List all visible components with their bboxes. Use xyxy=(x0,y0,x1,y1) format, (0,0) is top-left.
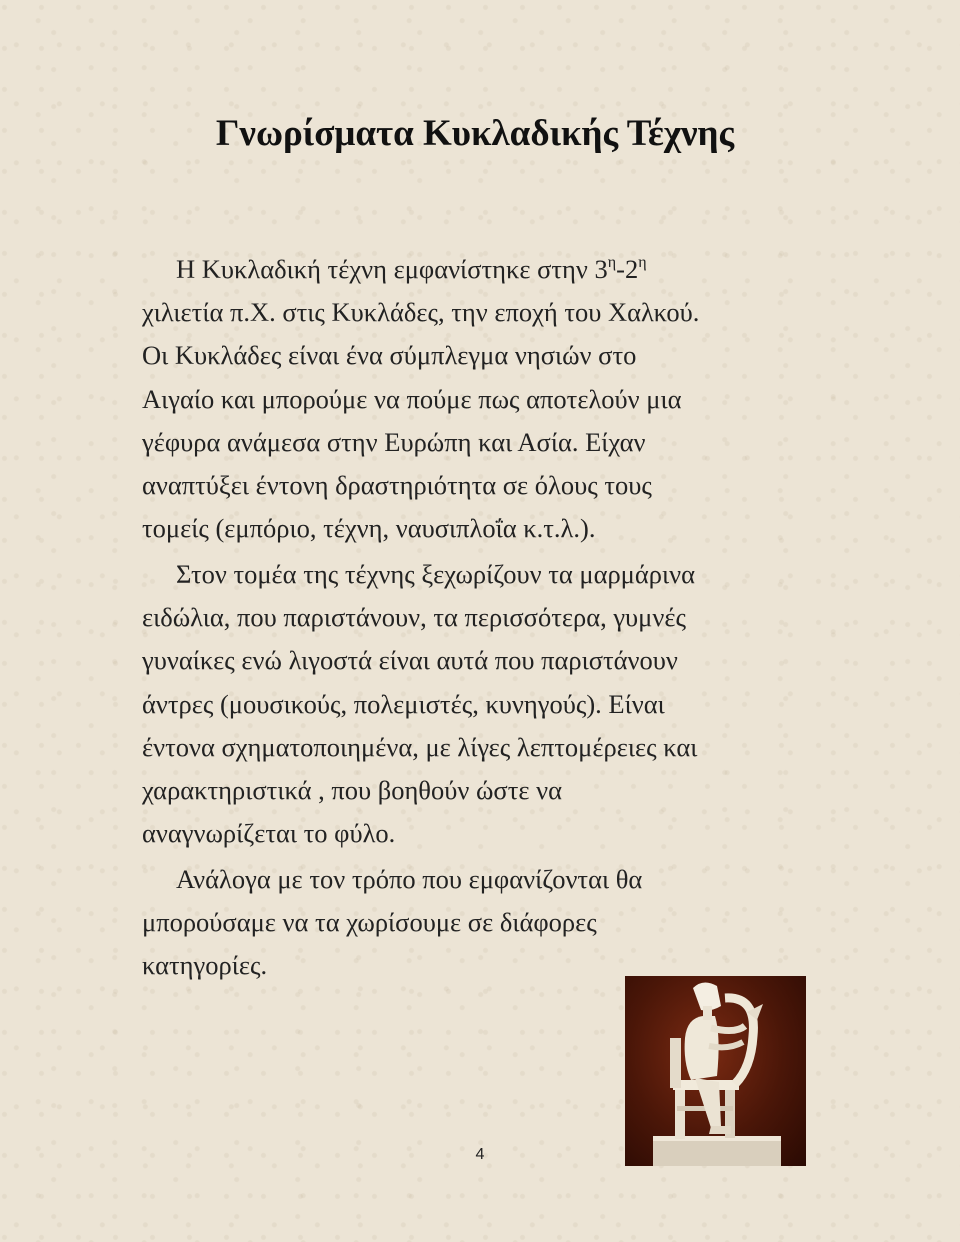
paragraph-line: γέφυρα ανάμεσα στην Ευρώπη και Ασία. Είχαν xyxy=(142,426,646,457)
paragraph-line: άντρες (μουσικούς, πολεμιστές, κυνηγούς). Είναι xyxy=(142,688,665,719)
paragraph-categories xyxy=(142,858,822,988)
paragraph-line: ειδώλια, που παριστάνουν, τα περισσότερα, γυμνές xyxy=(142,602,686,633)
cycladic-harpist-figurine-photo xyxy=(625,976,806,1166)
paragraph-line: χαρακτηριστικά , που βοηθούν ώστε να xyxy=(142,775,562,806)
page-number: 4 xyxy=(475,1146,485,1163)
paragraph-line: χιλιετία π.Χ. στις Κυκλάδες, την εποχή του Χαλκού. xyxy=(142,297,700,328)
page-title: Γνωρίσματα Κυκλαδικής Τέχνης xyxy=(215,113,735,154)
paragraph-line: Ανάλογα με τον τρόπο που εμφανίζονται θα xyxy=(176,864,643,894)
paragraph-line: Η Κυκλαδική τέχνη εμφανίστηκε στην $3^\eta-2^\eta$ xyxy=(176,254,647,284)
paragraph-figurines xyxy=(142,553,822,855)
paragraph-line: Αιγαίο και μπορούμε να πούμε πως αποτελούν μια xyxy=(142,383,682,414)
paragraph-line: έντονα σχηματοποιημένα, με λίγες λεπτομέρειες και xyxy=(142,731,698,762)
paragraph-line: Στον τομέα της τέχνης ξεχωρίζουν τα μαρμάρινα xyxy=(176,559,695,589)
paragraph-line: μπορούσαμε να τα χωρίσουμε σε διάφορες xyxy=(142,907,597,938)
paragraph-line: γυναίκες ενώ λιγοστά είναι αυτά που παριστάνουν xyxy=(142,645,678,676)
paragraph-line: τομείς (εμπόριο, τέχνη, ναυσιπλοΐα κ.τ.λ.). xyxy=(142,513,596,544)
paragraph-line: κατηγορίες. xyxy=(142,950,268,981)
paragraph-line: Οι Κυκλάδες είναι ένα σύμπλεγμα νησιών στο xyxy=(142,340,637,371)
paragraph-intro xyxy=(142,248,822,550)
paragraph-line: αναπτύξει έντονη δραστηριότητα σε όλους τους xyxy=(142,470,652,501)
paragraph-line: αναγνωρίζεται το φύλο. xyxy=(142,818,396,849)
